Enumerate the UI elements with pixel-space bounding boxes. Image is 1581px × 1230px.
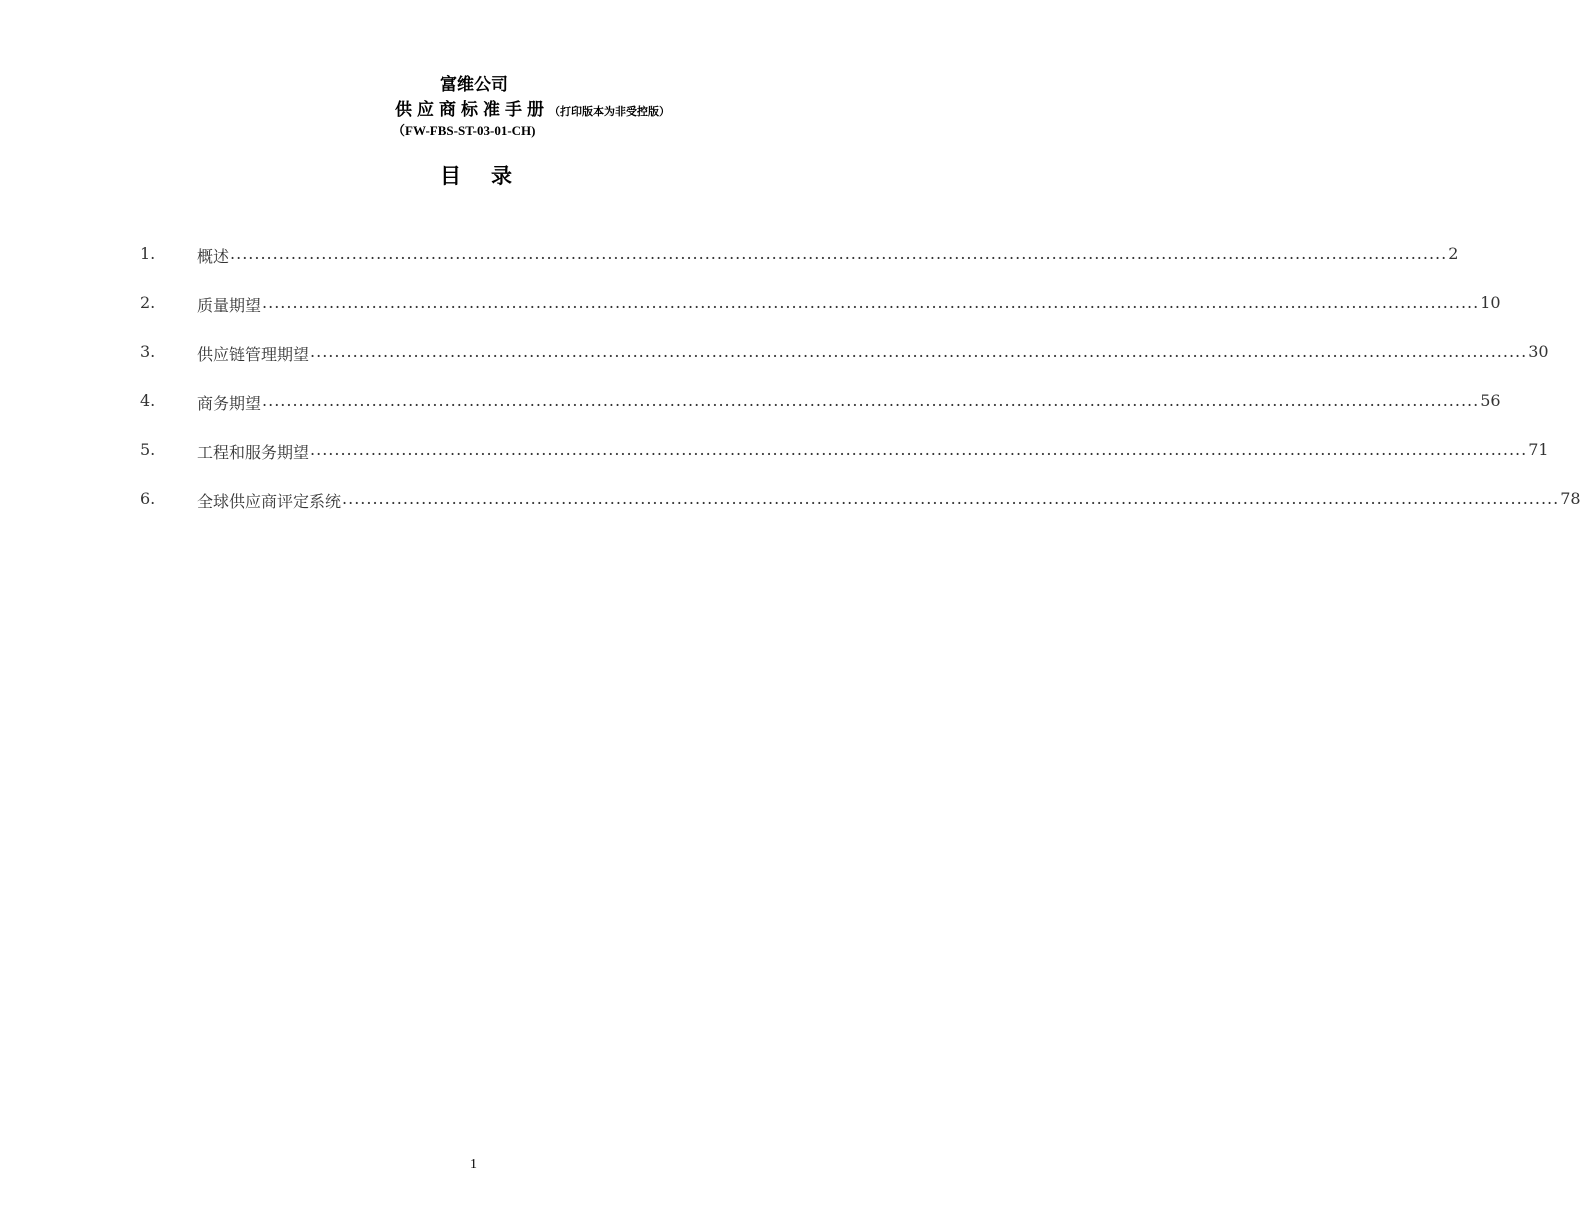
toc-entry-number: 6. xyxy=(140,489,156,508)
toc-entry-page: 30 xyxy=(1528,342,1549,361)
company-name: 富维公司 xyxy=(440,75,508,95)
toc-entry-title: 供应链管理期望 xyxy=(197,345,310,364)
toc-entry-number: 4. xyxy=(140,391,156,410)
toc-entry-title: 概述 xyxy=(197,247,230,266)
toc-entry-number: 5. xyxy=(140,440,156,459)
toc-title-char-2: 录 xyxy=(491,164,512,188)
toc-entry-title: 质量期望 xyxy=(197,296,262,315)
toc-entry-title: 工程和服务期望 xyxy=(197,443,310,462)
toc-dot-leader: ........................................................................................................................................................................................................ xyxy=(262,293,1480,312)
table-of-contents xyxy=(140,244,1581,538)
toc-entry-page: 56 xyxy=(1480,391,1501,410)
manual-title-line xyxy=(395,95,670,120)
toc-entry-number: 2. xyxy=(140,293,156,312)
toc-dot-leader: ........................................................................................................................................................................................................ xyxy=(310,342,1528,361)
toc-dot-leader: ........................................................................................................................................................................................................ xyxy=(310,440,1528,459)
toc-entry-title: 商务期望 xyxy=(197,394,262,413)
manual-title: 供应商标准手册 xyxy=(395,100,549,120)
toc-title-char-1: 目 xyxy=(440,164,461,188)
toc-dot-leader: ........................................................................................................................................................................................................ xyxy=(230,244,1448,263)
page-number: 1 xyxy=(470,1157,477,1172)
toc-entry-page: 78 xyxy=(1560,489,1581,508)
toc-entry-page: 2 xyxy=(1448,244,1459,263)
toc-entry-quality[interactable] xyxy=(140,293,1501,342)
toc-dot-leader: ........................................................................................................................................................................................................ xyxy=(262,391,1480,410)
toc-entry-title: 全球供应商评定系统 xyxy=(197,492,342,511)
toc-title xyxy=(440,160,512,190)
toc-entry-overview[interactable] xyxy=(140,244,1459,293)
manual-print-note: （打印版本为非受控版） xyxy=(549,105,670,118)
toc-entry-commercial[interactable] xyxy=(140,391,1501,440)
document-code: （FW-FBS-ST-03-01-CH) xyxy=(392,123,536,138)
toc-dot-leader: ........................................................................................................................................................................................................ xyxy=(342,489,1560,508)
toc-entry-engineering[interactable] xyxy=(140,440,1549,489)
toc-entry-number: 1. xyxy=(140,244,156,263)
toc-entry-supply-chain[interactable] xyxy=(140,342,1549,391)
toc-entry-number: 3. xyxy=(140,342,156,361)
toc-entry-supplier-rating[interactable] xyxy=(140,489,1581,538)
toc-entry-page: 71 xyxy=(1528,440,1549,459)
toc-entry-page: 10 xyxy=(1480,293,1501,312)
